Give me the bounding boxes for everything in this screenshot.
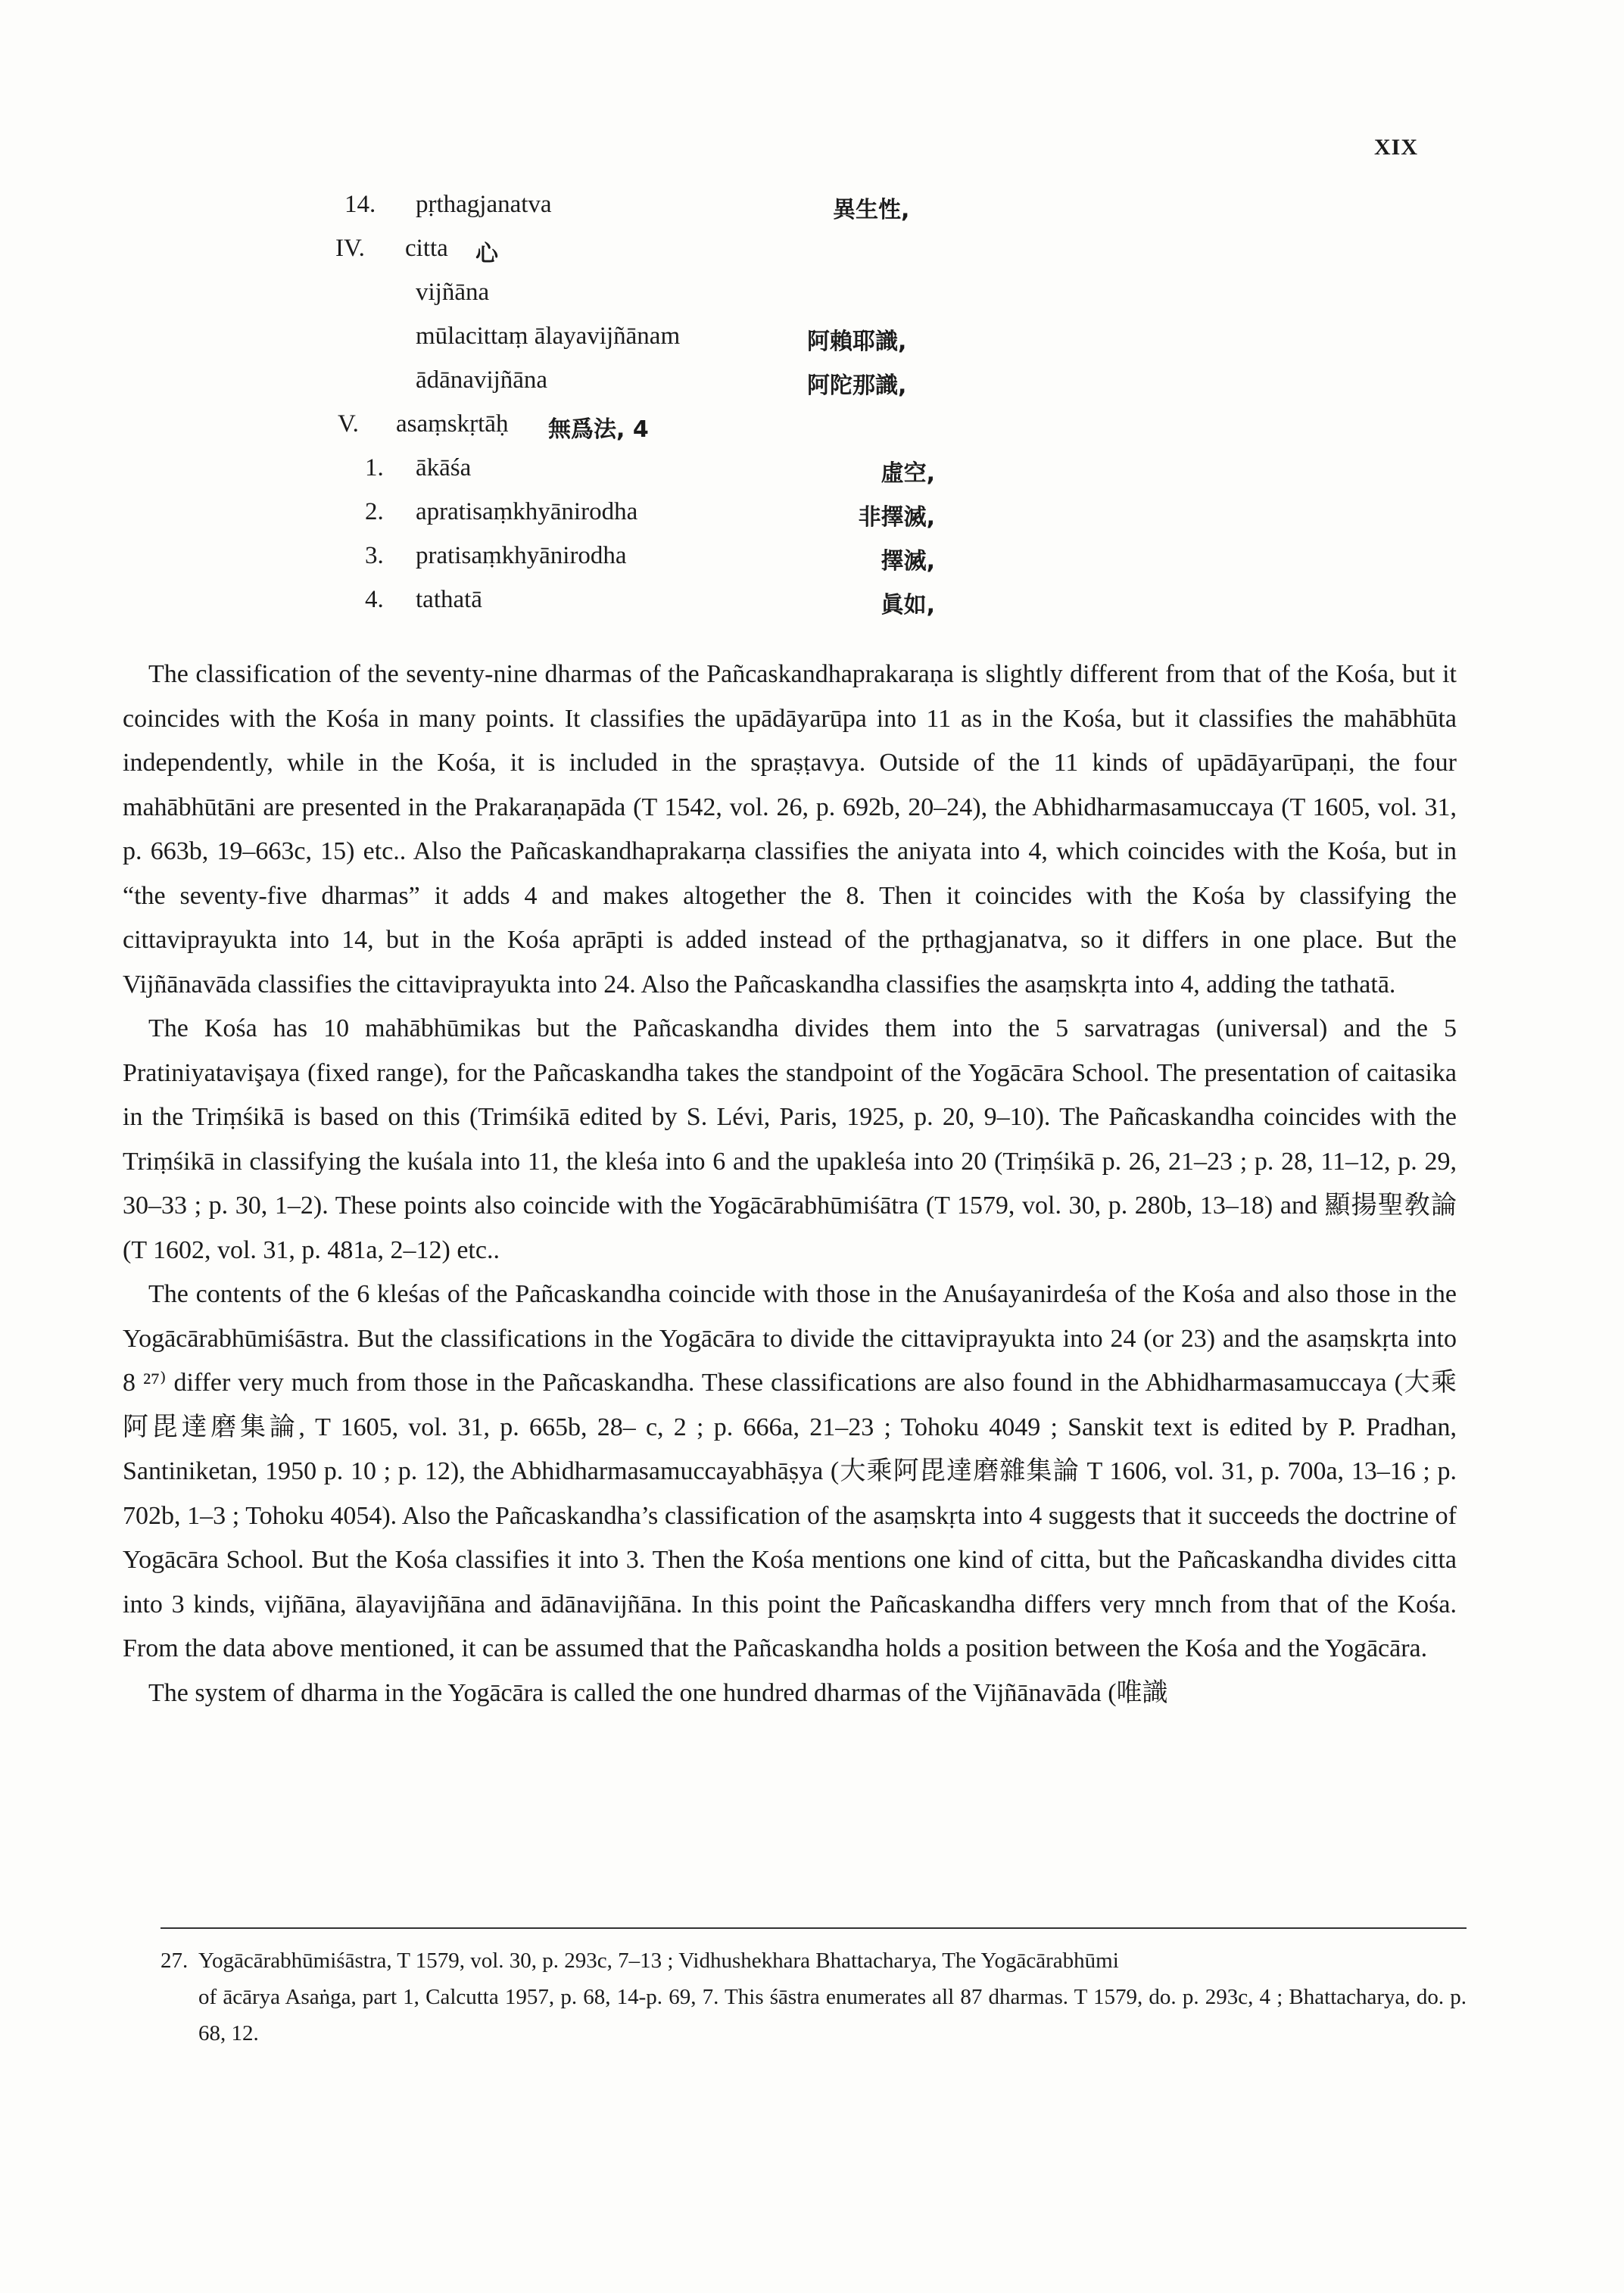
item-cjk: 眞如, [881,592,935,618]
paragraph: The contents of the 6 kleśas of the Pañcaskandha coincide with those in the Anuśayanirdeśa of the Kośa and also those in the Yogācārabhūmiśāstra. But the classifications in the Yogācāra to divide the cittaviprayukta into 24 (or 23) and the asaṃskṛta into 8 ²⁷⁾ differ very much from those in the Pañcaskandha. These classifications are also found in the Abhidharmasamuccaya (大乘阿毘達磨集論, T 1605, vol. 31, p. 665b, 28– c, 2 ; p. 666a, 21–23 ; Tohoku 4049 ; Sanskit text is edited by P. Pradhan, Santiniketan, 1950 p. 10 ; p. 12), the Abhidharmasamuccayabhāṣya (大乘阿毘達磨雜集論 T 1606, vol. 31, p. 700a, 13–16 ; p. 702b, 1–3 ; Tohoku 4054). Also the Pañcaskandha’s classification of the asaṃskṛta into 4 suggests that it succeeds the doctrine of Yogācāra School. But the Kośa classifies it into 3. Then the Kośa mentions one kind of citta, but the Pañcaskandha divides citta into 3 kinds, vijñāna, ālayavijñāna and ādānavijñāna. In this point the Pañcaskandha differs very mnch from that of the Kośa. From the data above mentioned, it can be assumed that the Pañcaskandha holds a position between the Kośa and the Yogācāra. [123,1280,1457,1662]
list-row-adanavijnana [0,366,1624,410]
section-term: citta [405,235,448,262]
item-number: 3. [365,542,384,569]
section-cjk: 無爲法, 4 [548,416,649,443]
footnote-number: 27. [161,1949,189,1973]
list-row-vijnana [0,279,1624,322]
item-number: 1. [365,454,384,481]
item-term: mūlacittaṃ ālayavijñānam [416,322,681,350]
item-term: vijñāna [416,279,490,306]
footnote-continuation: of ācārya Asaṅga, part 1, Calcutta 1957, p. 68, 14-p. 69, 7. This śāstra enumerates all 87 dharmas. T 1579, do. p. 293c, 4 ; Bhattacharya, do. p. 68, 12. [198,1985,1467,2045]
item-term: pṛthagjanatva [416,191,552,218]
list-row-14 [0,191,1624,235]
paragraph: The Kośa has 10 mahābhūmikas but the Pañcaskandha divides them into the 5 sarvatragas (universal) and the 5 Pratiniyatavişaya (fixed range), for the Pañcaskandha takes the standpoint of the Yogācāra School. The presentation of caitasika in the Triṃśikā is based on this (Trimśikā edited by S. Lévi, Paris, 1925, p. 20, 9–10). The Pañcaskandha coincides with the Triṃśikā in classifying the kuśala into 11, the kleśa into 6 and the upakleśa into 20 (Triṃśikā p. 26, 21–23 ; p. 28, 11–12, p. 29, 30–33 ; p. 30, 1–2). These points also coincide with the Yogācārabhūmiśātra (T 1579, vol. 30, p. 280b, 13–18) and 顯揚聖敎論 (T 1602, vol. 31, p. 481a, 2–12) etc.. [123,1014,1457,1264]
section-v-heading [0,410,1624,454]
item-cjk: 非擇滅, [858,504,935,531]
section-iv-heading [0,235,1624,279]
footnote-text: Yogācārabhūmiśāstra, T 1579, vol. 30, p. 293c, 7–13 ; Vidhushekhara Bhattacharya, The Yogācārabhūmi [198,1949,1119,1973]
page-number: XIX [1374,135,1419,160]
list-row-3 [0,542,1624,586]
dharma-list [0,191,1624,630]
footnote-divider [161,1927,1467,1929]
item-cjk: 阿陀那識, [807,372,907,399]
item-term: ādānavijñāna [416,366,548,394]
footnote-first-line [161,1943,1467,1979]
item-term: apratisaṃkhyānirodha [416,498,638,525]
section-cjk: 心 [475,241,498,267]
item-cjk: 虛空, [881,460,935,487]
item-term: pratisaṃkhyānirodha [416,542,627,569]
list-row-4 [0,586,1624,630]
footnote [161,1943,1467,2052]
item-cjk: 異生性, [833,197,910,223]
item-cjk: 擇滅, [881,548,935,575]
section-number: V. [338,410,359,438]
list-row-mulacittam [0,322,1624,366]
paragraph: The system of dharma in the Yogācāra is called the one hundred dharmas of the Vijñānavāda (唯識 [148,1678,1168,1707]
section-term: asaṃskṛtāḥ [396,410,509,438]
list-row-2 [0,498,1624,542]
item-cjk: 阿賴耶識, [807,329,907,355]
section-number: IV. [335,235,365,262]
item-term: ākāśa [416,454,472,481]
list-row-1 [0,454,1624,498]
body-text [123,653,1457,1715]
item-number: 4. [365,586,384,613]
paragraph: The classification of the seventy-nine dharmas of the Pañcaskandhaprakaraṇa is slightly different from that of the Kośa, but it coincides with the Kośa in many points. It classifies the upādāyarūpa into 11 as in the Kośa, but it classifies the mahābhūta independently, while in the Kośa, it is included in the spraṣṭavya. Outside of the 11 kinds of upādāyarūpaṇi, the four mahābhūtāni are presented in the Prakaraṇapāda (T 1542, vol. 26, p. 692b, 20–24), the Abhidharmasamuccaya (T 1605, vol. 31, p. 663b, 19–663c, 15) etc.. Also the Pañcaskandhaprakarṇa classifies the aniyata into 4, which coincides with the Kośa, but in “the seventy-five dharmas” it adds 4 and makes altogether the 8. Then it coincides with the Kośa by classifying the cittaviprayukta into 14, but in the Kośa aprāpti is added instead of the pṛthagjanatva, so it differs in one place. But the Vijñānavāda classifies the cittaviprayukta into 24. Also the Pañcaskandha classifies the asaṃskṛta into 4, adding the tathatā. [123,660,1457,999]
item-number: 14. [344,191,376,218]
item-number: 2. [365,498,384,525]
item-term: tathatā [416,586,482,613]
